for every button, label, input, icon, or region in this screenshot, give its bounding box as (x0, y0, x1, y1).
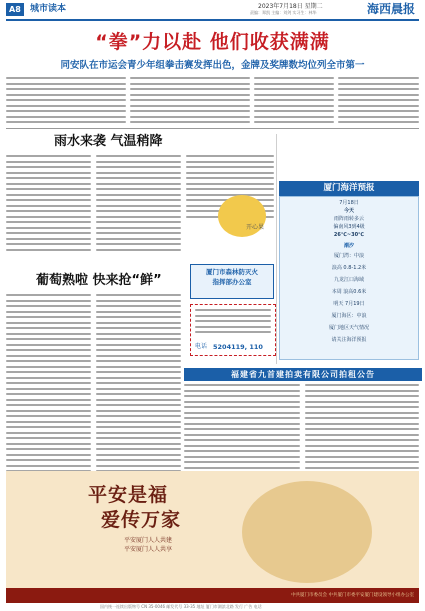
page-tag: A8 (6, 3, 24, 16)
notice-subtitle: 指挥部办公室 (212, 278, 252, 286)
forecast-line: 厦门海区：中浪 (331, 313, 367, 319)
notice-phone-label: 电话 (195, 343, 208, 350)
ad-footer: 中共厦门市委员会 中共厦门市委平安厦门建设领导小组办公室 (6, 588, 419, 603)
forecast-date: 7月18日 (339, 200, 359, 206)
notice-title: 厦门市森林防灭火 (206, 268, 258, 276)
forecast-weather: 雨阵雨转多云 (333, 216, 364, 222)
lead-story (6, 25, 419, 126)
rain-headline: 雨水来袭 气温稍降 (54, 134, 163, 149)
page-footer: 国内统一连续出版物号 CN 35-0046 邮发代号 33-35 地址 厦门市湖滨北路 发行 广告 电话 (100, 604, 262, 609)
issue-date: 2023年7月18日 星期二 (258, 3, 323, 10)
forecast-today: 今天 (343, 208, 354, 214)
ad-line-1: 平安是福 (88, 484, 169, 506)
lead-column-2 (130, 77, 250, 123)
grapes-headline: 葡萄熟啦 快来抢“鲜” (36, 273, 162, 288)
forecast-line: 本周 浪高0.6米 (331, 289, 367, 295)
forecast-line: 厦门地区天气情况 (328, 325, 369, 331)
forecast-line: 浪高 0.8-1.2米 (331, 265, 367, 271)
forecast-sea-title: 潮汐 (343, 243, 354, 249)
lead-subheadline: 同安队在市运会青少年组拳击赛发挥出色，金牌及奖牌数均位列全市第一 (60, 60, 365, 71)
section-title: 城市读本 (30, 4, 67, 14)
lead-column-4 (338, 77, 419, 123)
auction-column-2 (305, 384, 419, 466)
ad-line-4: 平安厦门人人共享 (124, 546, 173, 553)
rain-column-1 (6, 155, 91, 253)
forecast-line: 厦门湾：中浪 (333, 253, 364, 259)
forecast-wind: 偏南风3到4级 (333, 224, 365, 230)
forecast-line: 请关注海洋预报 (331, 337, 367, 343)
lantern-illustration (242, 481, 372, 583)
public-service-ad (6, 471, 419, 603)
editor-meta: 责编：郑凯 主编：刘剑 实习生：林华 (250, 10, 317, 15)
notice-phone: 5204119, 110 (213, 343, 263, 351)
auction-notice-title: 福建省九首建拍卖有限公司拍租公告 (184, 368, 422, 381)
rain-column-2 (96, 155, 181, 253)
auction-column-1 (184, 384, 300, 466)
fire-notice-box (190, 264, 274, 299)
newspaper-logo: 海西晨报 (367, 2, 416, 16)
grapes-column-2 (96, 294, 181, 464)
mascot-label: 开心果 (246, 224, 265, 231)
forecast-box (279, 196, 419, 360)
grapes-column-1 (6, 294, 91, 464)
lead-column-1 (6, 77, 126, 123)
lead-divider (6, 128, 419, 129)
ad-line-3: 平安厦门人人共建 (124, 537, 173, 544)
forecast-line: 明天 7月19日 (333, 301, 365, 307)
lead-column-3 (254, 77, 334, 123)
forecast-title: 厦门海洋预报 (279, 181, 419, 196)
lead-headline: “拳”力以赴 他们收获满满 (95, 31, 330, 53)
forecast-line: 九龙江口海域 (333, 277, 364, 283)
notice-dashed-box (190, 304, 276, 356)
ad-line-2: 爱传万家 (101, 509, 182, 531)
header-rule (6, 19, 419, 21)
column-divider (276, 134, 277, 364)
forecast-temp: 26℃~30℃ (333, 232, 365, 238)
